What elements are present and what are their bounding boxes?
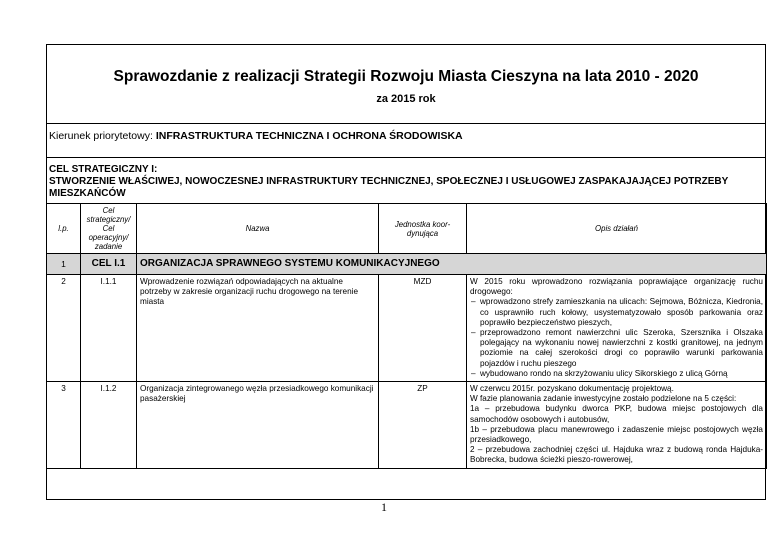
goal-name: ORGANIZACJA SPRAWNEGO SYSTEMU KOMUNIKACYJNEGO: [137, 254, 767, 275]
strategic-goal: [49, 164, 761, 200]
row-name: Wprowadzenie rozwiązań odpowiadających na aktualne potrzeby w zakresie organizacji ruchu drogowego na terenie miasta: [137, 275, 379, 382]
priority-direction-value: INFRASTRUKTURA TECHNICZNA I OCHRONA ŚRODOWISKA: [155, 130, 463, 142]
description-line: W czerwcu 2015r. pozyskano dokumentację projektową.: [470, 384, 674, 394]
strategic-goal-heading: CEL STRATEGICZNY I:: [49, 164, 158, 175]
row-unit: MZD: [379, 275, 467, 382]
page-number: 1: [381, 500, 387, 514]
header-opis: Opis działań: [467, 204, 767, 254]
header-nazwa: Nazwa: [137, 204, 379, 254]
list-item: – wybudowano rondo na skrzyżowaniu ulicy Sikorskiego z ulicą Górną: [470, 369, 763, 379]
table-row: [47, 382, 767, 469]
description-list: [470, 297, 763, 379]
row-unit: ZP: [379, 382, 467, 469]
report-table: [46, 203, 767, 469]
goal-code: CEL I.1: [81, 254, 137, 275]
row-description: [467, 382, 767, 469]
description-line: W fazie planowania zadanie inwestycyjne zostało podzielone na 5 części:: [470, 394, 737, 404]
divider: [46, 157, 766, 158]
row-lp: 3: [47, 382, 81, 469]
report-subtitle: za 2015 rok: [376, 93, 436, 105]
header-jednostka: Jednostka koor- dynująca: [379, 204, 467, 254]
list-item: – wprowadzono strefy zamieszkania na ulicach: Sejmowa, Bóżnicza, Kiedronia, co usprawniło ruch kołowy, usystematyzowało sposób parkowania oraz poprawiło bezpieczeństwo pieszych,: [470, 297, 763, 328]
row-name: Organizacja zintegrowanego węzła przesiadkowego komunikacji pasażerskiej: [137, 382, 379, 469]
row-description: [467, 275, 767, 382]
divider: [46, 123, 766, 124]
table-row: [47, 275, 767, 382]
row-code: I.1.2: [81, 382, 137, 469]
table-header: [47, 204, 767, 254]
description-line: 1b – przebudowa placu manewrowego i zadaszenie miejsc postojowych węzła przesiadkowego,: [470, 424, 763, 445]
goal-row: [47, 254, 767, 275]
header-cel: Cel strategiczny/ Cel operacyjny/ zadanie: [81, 204, 137, 254]
priority-direction: [49, 130, 463, 142]
row-lp: 2: [47, 275, 81, 382]
goal-lp: 1: [47, 254, 81, 275]
description-intro: W 2015 roku wprowadzono rozwiązania poprawiające organizację ruchu drogowego:: [470, 277, 763, 297]
row-code: I.1.1: [81, 275, 137, 382]
report-title: Sprawozdanie z realizacji Strategii Rozwoju Miasta Cieszyna na lata 2010 - 2020: [113, 68, 699, 85]
strategic-goal-text: STWORZENIE WŁAŚCIWEJ, NOWOCZESNEJ INFRASTRUKTURY TECHNICZNEJ, SPOŁECZNEJ I USŁUGOWEJ ZASPAKAJAJĄCEJ POTRZEBY MIESZKAŃCÓW: [49, 176, 729, 199]
priority-direction-label: Kierunek priorytetowy:: [49, 130, 153, 142]
header-lp: l.p.: [47, 204, 81, 254]
description-line: 1a – przebudowa budynku dworca PKP, budowa miejsc postojowych dla samochodów osobowych i autobusów,: [470, 404, 763, 424]
description-line: 2 – przebudowa zachodniej części ul. Hajduka wraz z budową ronda Hajduka-Bobrecka, budowa ścieżki pieszo-rowerowej,: [470, 445, 763, 465]
list-item: – przeprowadzono remont nawierzchni ulic Szeroka, Szersznika i Olszaka polegający na wykonaniu nowej nawierzchni z kostki granitowej, na jednym poziomie na całej szerokości drogi co poprawiło warunki parkowania pojazdów i ruchu pieszego: [470, 328, 763, 369]
